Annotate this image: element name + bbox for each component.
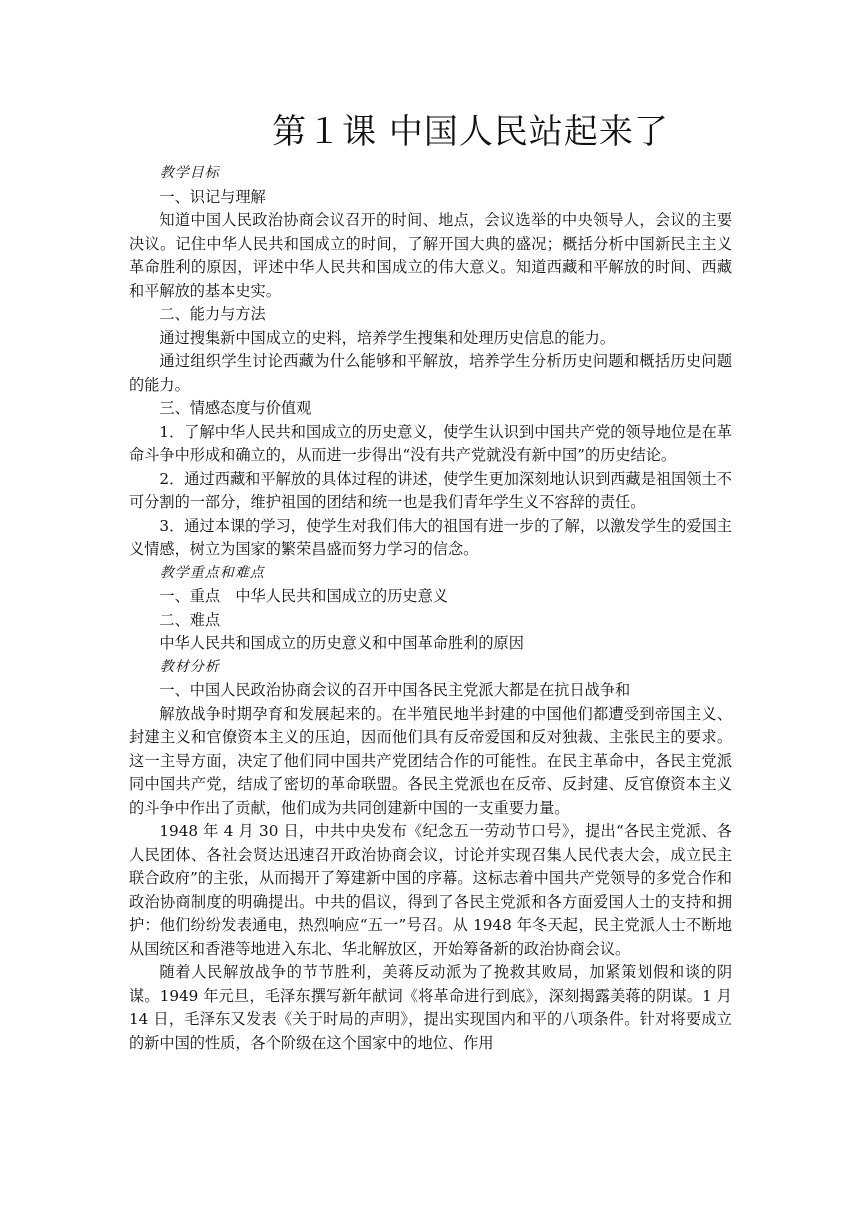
paragraph: 通过搜集新中国成立的史料，培养学生搜集和处理历史信息的能力。 — [159, 328, 616, 347]
section-heading: 教学目标 — [159, 165, 220, 181]
subheading: 一、重点 中华人民共和国成立的历史意义 — [159, 587, 448, 605]
subheading: 一、中国人民政治协商会议的召开中国各民主党派大都是在抗日战争和 — [159, 681, 631, 699]
document-page — [129, 108, 732, 1055]
subheading: 二、能力与方法 — [159, 305, 266, 323]
paragraph: 通过组织学生讨论西藏为什么能够和平解放，培养学生分析历史问题和概括历史问题的能力。 — [129, 352, 732, 394]
paragraph: 知道中国人民政治协商会议召开的时间、地点，会议选举的中央领导人，会议的主要决议。记住中华人民共和国成立的时间，了解开国大典的盛况；概括分析中国新民主主义革命胜利的原因，评述中华人民共和国成立的伟大意义。知道西藏和平解放的时间、西藏和平解放的基本史实。 — [129, 211, 732, 300]
section-heading: 教材分析 — [159, 658, 220, 675]
subheading: 二、难点 — [159, 610, 221, 629]
subheading: 三、情感态度与价值观 — [159, 399, 312, 417]
paragraph: 解放战争时期孕育和发展起来的。在半殖民地半封建的中国他们都遭受到帝国主义、封建主义和官僚资本主义的压迫，因而他们具有反帝爱国和反对独裁、主张民主的要求。这一主导方面，决定了他们同中国共产党团结合作的可能性。在民主革命中，各民主党派同中国共产党，结成了密切的革命联盟。各民主党派也在反帝、反封建、反官僚资本主义的斗争中作出了贡献，他们成为共同创建新中国的一支重要力量。 — [129, 704, 732, 817]
paragraph: 1948 年 4 月 30 日，中共中央发布《纪念五一劳动节口号》，提出“各民主党派、各人民团体、各社会贤达迅速召开政治协商会议，讨论并实现召集人民代表大会，成立民主联合政府”的主张，从而揭开了筹建新中国的序幕。这标志着中国共产党领导的多党合作和政治协商制度的明确提出。中共的倡议，得到了各民主党派和各方面爱国人士的支持和拥护：他们纷纷发表通电，热烈响应“五一”号召。从 1948 年冬天起，民主党派人士不断地从国统区和香港等地进入东北、华北解放区，开始筹备新的政治协商会议。 — [129, 822, 732, 958]
page-title: 第１课 中国人民站起来了 — [272, 112, 669, 152]
subheading: 中华人民共和国成立的历史意义和中国革命胜利的原因 — [159, 634, 524, 652]
subheading: 一、识记与理解 — [159, 187, 266, 206]
section-heading: 教学重点和难点 — [159, 564, 265, 581]
paragraph: 随着人民解放战争的节节胜利，美蒋反动派为了挽救其败局，加紧策划假和谈的阴谋。1949 年元旦，毛泽东撰写新年献词《将革命进行到底》，深刻揭露美蒋的阴谋。1 月 14 日，毛泽东又发表《关于时局的声明》，提出实现国内和平的八项条件。针对将要成立的新中国的性质，各个阶级在这个国家中的地位、作用 — [129, 963, 732, 1052]
paragraph: 1．了解中华人民共和国成立的历史意义，使学生认识到中国共产党的领导地位是在革命斗争中形成和确立的，从而进一步得出“没有共产党就没有新中国”的历史结论。 — [129, 422, 732, 464]
paragraph: 2．通过西藏和平解放的具体过程的讲述，使学生更加深刻地认识到西藏是祖国领土不可分割的一部分，维护祖国的团结和统一也是我们青年学生义不容辞的责任。 — [129, 469, 732, 511]
paragraph: 3．通过本课的学习，使学生对我们伟大的祖国有进一步的了解，以激发学生的爱国主义情感，树立为国家的繁荣昌盛而努力学习的信念。 — [129, 516, 732, 558]
document-body — [129, 162, 732, 1055]
